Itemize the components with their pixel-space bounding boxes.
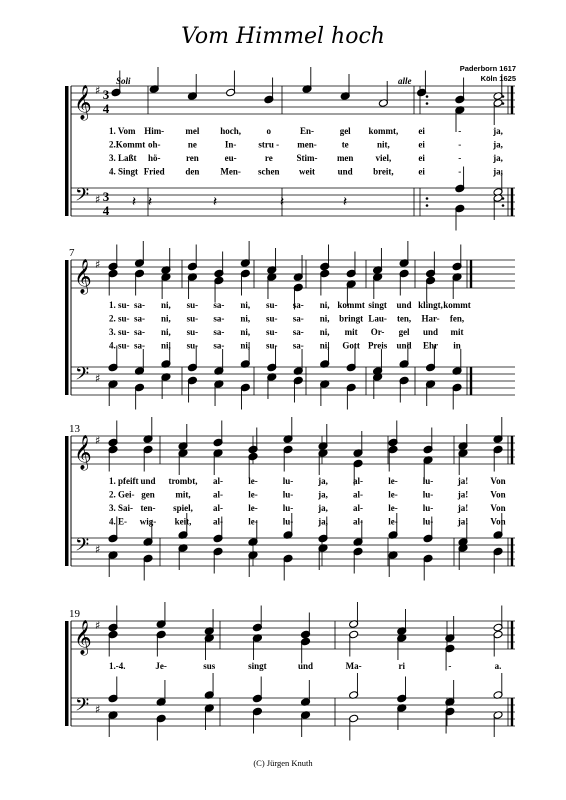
lyric-syllable: 4. Singt bbox=[109, 166, 139, 177]
lyric-syllable: stru - bbox=[258, 139, 280, 150]
treble-clef: 𝄞 bbox=[74, 620, 92, 655]
lyric-syllable: ni, bbox=[161, 313, 171, 324]
key-sharp: ♯ bbox=[95, 372, 101, 385]
key-sharp: ♯ bbox=[95, 703, 101, 716]
lyric-syllable: 1. Vom bbox=[109, 126, 136, 136]
lyric-syllable: kommt bbox=[337, 300, 365, 310]
lyric-syllable: a. bbox=[494, 661, 502, 671]
lyric-syllable: sus bbox=[203, 661, 216, 671]
lyric-syllable: su- bbox=[186, 313, 199, 324]
lyric-syllable: lu- bbox=[282, 476, 294, 486]
treble-clef: 𝄞 bbox=[74, 435, 92, 470]
lyric-syllable: 3. su- bbox=[109, 327, 130, 337]
lyric-syllable: te bbox=[341, 139, 349, 150]
bass-clef: 𝄢 bbox=[75, 364, 90, 389]
lyric-syllable: ei bbox=[418, 139, 425, 150]
dynamic-marking-soli: Soli bbox=[116, 76, 131, 86]
lyric-syllable: sa- bbox=[213, 340, 225, 351]
lyric-syllable: re bbox=[264, 153, 273, 163]
time-signature-bottom: 4 bbox=[102, 101, 110, 116]
lyric-syllable: 2. Gei- bbox=[109, 489, 135, 500]
lyric-syllable: Von bbox=[490, 516, 506, 527]
lyric-syllable: al- bbox=[213, 489, 223, 500]
lyric-syllable: ja, bbox=[318, 516, 328, 527]
system-bracket bbox=[65, 86, 69, 216]
copyright-footer: (C) Jürgen Knuth bbox=[253, 758, 313, 768]
lyric-syllable: bringt bbox=[339, 313, 364, 324]
lyric-syllable: spiel, bbox=[173, 503, 193, 513]
lyric-syllable: 2. su- bbox=[109, 313, 130, 324]
lyric-syllable: ja! bbox=[457, 476, 469, 486]
lyric-syllable: lu- bbox=[282, 489, 294, 500]
quarter-rest: 𝄽 bbox=[131, 194, 137, 210]
lyric-syllable: lu- bbox=[422, 489, 434, 500]
lyric-syllable: Ehr bbox=[423, 340, 439, 351]
lyric-syllable: su- bbox=[266, 340, 278, 351]
lyric-syllable: sa- bbox=[292, 327, 304, 337]
lyric-syllable: Men- bbox=[220, 166, 241, 177]
lyric-syllable: ni, bbox=[161, 340, 171, 351]
lyric-syllable: su- bbox=[266, 327, 278, 337]
lyric-syllable: ni, bbox=[161, 327, 171, 337]
lyric-syllable: wig- bbox=[139, 516, 157, 527]
bass-clef: 𝄢 bbox=[75, 185, 90, 210]
key-sharp: ♯ bbox=[95, 258, 101, 271]
lyric-syllable: lu- bbox=[422, 516, 434, 527]
quarter-rest: 𝄽 bbox=[147, 194, 153, 210]
lyric-syllable: nit, bbox=[377, 139, 390, 150]
lyric-syllable: ja, bbox=[318, 489, 328, 500]
key-sharp: ♯ bbox=[95, 543, 101, 556]
lyric-syllable: lu- bbox=[282, 516, 294, 527]
lyric-syllable: ja! bbox=[457, 489, 469, 500]
key-sharp: ♯ bbox=[95, 434, 101, 447]
lyric-syllable: singt bbox=[248, 661, 267, 671]
repeat-dot bbox=[426, 197, 429, 200]
lyric-syllable: ren bbox=[185, 153, 199, 163]
lyric-syllable: schen bbox=[258, 166, 280, 177]
lyric-syllable: al- bbox=[353, 503, 363, 513]
lyric-syllable: su- bbox=[266, 300, 278, 310]
lyric-syllable: ten, bbox=[396, 313, 412, 324]
lyric-syllable: ni, bbox=[319, 340, 330, 351]
lyric-syllable: men- bbox=[297, 139, 317, 150]
lyric-syllable: al- bbox=[353, 476, 363, 486]
treble-clef: 𝄞 bbox=[74, 85, 92, 120]
lyric-syllable: mel bbox=[185, 126, 200, 136]
lyric-syllable: su- bbox=[186, 327, 199, 337]
lyric-syllable: Him- bbox=[144, 126, 165, 136]
lyric-syllable: Je- bbox=[155, 661, 167, 671]
lyric-syllable: gen bbox=[141, 489, 155, 500]
lyric-syllable: 2.Kommt bbox=[109, 139, 146, 150]
lyric-syllable: al- bbox=[213, 476, 223, 486]
dynamic-marking-alle: alle bbox=[398, 76, 412, 86]
lyric-syllable: Fried bbox=[143, 166, 165, 177]
lyric-syllable: sa- bbox=[213, 327, 225, 337]
lyric-syllable: Von bbox=[490, 489, 506, 500]
lyric-syllable: - bbox=[458, 153, 462, 163]
repeat-dot bbox=[502, 204, 505, 207]
lyric-syllable: Lau- bbox=[368, 313, 387, 324]
lyric-syllable: und bbox=[423, 327, 439, 337]
time-signature-top: 3 bbox=[102, 189, 110, 204]
lyric-syllable: le- bbox=[388, 503, 398, 513]
lyric-syllable: le- bbox=[388, 476, 398, 486]
lyric-syllable: le- bbox=[248, 489, 258, 500]
lyric-syllable: le- bbox=[388, 489, 398, 500]
lyric-syllable: sa- bbox=[292, 300, 304, 310]
lyric-syllable: fen, bbox=[449, 313, 465, 324]
lyric-syllable: al- bbox=[353, 489, 363, 500]
lyric-syllable: lu- bbox=[422, 476, 434, 486]
lyric-syllable: Or- bbox=[370, 327, 385, 337]
lyric-syllable: sa- bbox=[133, 327, 145, 337]
lyric-syllable: 1. pfeift bbox=[109, 476, 139, 486]
lyric-syllable: ten- bbox=[140, 503, 156, 513]
system-bracket bbox=[65, 621, 69, 726]
lyric-syllable: su- bbox=[186, 300, 199, 310]
time-signature-top: 3 bbox=[102, 87, 110, 102]
lyric-syllable: und bbox=[297, 661, 314, 671]
lyric-syllable: le- bbox=[248, 503, 258, 513]
lyric-syllable: le- bbox=[248, 476, 258, 486]
lyric-syllable: sa- bbox=[292, 340, 304, 351]
lyric-syllable: Gott bbox=[342, 340, 360, 351]
lyric-syllable: den bbox=[185, 166, 200, 177]
composer-credit-1: Paderborn 1617 bbox=[459, 64, 516, 73]
lyric-syllable: Stim- bbox=[296, 153, 318, 163]
lyric-syllable: sa- bbox=[133, 340, 145, 351]
lyric-syllable: ni, bbox=[319, 300, 330, 310]
system-bracket bbox=[65, 260, 69, 395]
lyric-syllable: - bbox=[448, 661, 452, 671]
lyric-syllable: ei bbox=[418, 153, 425, 163]
lyric-syllable: al- bbox=[353, 516, 363, 527]
lyric-syllable: le- bbox=[388, 516, 398, 527]
lyric-syllable: ni, bbox=[319, 313, 330, 324]
lyric-syllable: o bbox=[266, 126, 272, 136]
lyric-syllable: oh- bbox=[147, 139, 161, 150]
lyric-syllable: ni, bbox=[240, 340, 251, 351]
lyric-syllable: ja! bbox=[457, 503, 469, 513]
lyric-syllable: breit, bbox=[373, 166, 394, 177]
lyric-syllable: gel bbox=[398, 327, 410, 337]
lyric-syllable: lu- bbox=[282, 503, 294, 513]
lyric-syllable: - bbox=[458, 139, 462, 150]
system-bracket bbox=[65, 436, 69, 566]
lyric-syllable: 4. su- bbox=[109, 340, 130, 351]
treble-clef: 𝄞 bbox=[74, 259, 92, 294]
lyric-syllable: trombt, bbox=[168, 476, 198, 486]
key-sharp: ♯ bbox=[95, 619, 101, 632]
lyric-syllable: su- bbox=[266, 313, 278, 324]
measure-number: 13 bbox=[69, 423, 80, 435]
lyric-syllable: sa- bbox=[292, 313, 304, 324]
lyric-syllable: sa- bbox=[213, 300, 225, 310]
lyric-syllable: ni, bbox=[161, 300, 171, 310]
lyric-syllable: lu- bbox=[422, 503, 434, 513]
lyric-syllable: ja, bbox=[318, 503, 328, 513]
lyric-syllable: sa- bbox=[133, 313, 145, 324]
lyric-syllable: le- bbox=[248, 516, 258, 527]
lyric-syllable: Har- bbox=[421, 313, 440, 324]
lyric-syllable: und bbox=[140, 476, 156, 486]
repeat-dot bbox=[426, 95, 429, 98]
lyric-syllable: 4. E- bbox=[109, 516, 127, 527]
lyric-syllable: hoch, bbox=[220, 126, 241, 136]
lyric-syllable: weit bbox=[299, 166, 315, 177]
lyric-syllable: al- bbox=[213, 503, 223, 513]
lyric-syllable: in bbox=[453, 340, 461, 351]
lyric-syllable: - bbox=[458, 166, 462, 177]
lyric-syllable: En- bbox=[299, 126, 315, 136]
lyric-syllable: und bbox=[396, 340, 412, 351]
lyric-syllable: ei bbox=[418, 126, 425, 136]
lyric-syllable: Von bbox=[490, 476, 506, 486]
lyric-syllable: Preis bbox=[367, 340, 388, 351]
lyric-syllable: sa- bbox=[213, 313, 225, 324]
lyric-syllable: men bbox=[336, 153, 354, 163]
lyric-syllable: singt bbox=[368, 300, 387, 310]
lyric-syllable: 3. Laßt bbox=[109, 153, 137, 163]
lyric-syllable: ri bbox=[398, 661, 405, 671]
lyric-syllable: mit bbox=[344, 327, 358, 337]
measure-number: 7 bbox=[69, 247, 75, 259]
quarter-rest: 𝄽 bbox=[279, 194, 285, 210]
lyric-syllable: 1.-4. bbox=[109, 661, 126, 671]
lyric-syllable: ja! bbox=[457, 516, 469, 527]
lyric-syllable: mit bbox=[450, 327, 464, 337]
bass-clef: 𝄢 bbox=[75, 535, 90, 560]
lyric-syllable: ja, bbox=[493, 126, 503, 136]
lyric-syllable: ja, bbox=[493, 153, 503, 163]
quarter-rest: 𝄽 bbox=[212, 194, 218, 210]
lyric-syllable: su- bbox=[186, 340, 199, 351]
lyric-syllable: ja, bbox=[493, 139, 503, 150]
bass-clef: 𝄢 bbox=[75, 695, 90, 720]
lyric-syllable: ni, bbox=[240, 327, 251, 337]
lyric-syllable: ja, bbox=[493, 166, 503, 177]
lyric-syllable: viel, bbox=[375, 153, 392, 163]
page-title: Vom Himmel hoch bbox=[181, 24, 385, 49]
lyric-syllable: kommt bbox=[443, 300, 471, 310]
key-sharp: ♯ bbox=[95, 193, 101, 206]
lyric-syllable: Ma- bbox=[345, 661, 362, 671]
lyric-syllable: ei bbox=[418, 166, 425, 177]
lyric-syllable: eu- bbox=[224, 153, 237, 163]
lyric-syllable: kommt, bbox=[368, 126, 399, 136]
time-signature-bottom: 4 bbox=[102, 203, 110, 218]
lyric-syllable: 3. Sai- bbox=[109, 503, 134, 513]
lyric-syllable: und bbox=[396, 300, 412, 310]
lyric-syllable: ni, bbox=[240, 313, 251, 324]
lyric-syllable: - bbox=[458, 126, 462, 136]
lyric-syllable: ne bbox=[187, 139, 197, 150]
lyric-syllable: ni, bbox=[240, 300, 251, 310]
repeat-dot bbox=[426, 102, 429, 105]
lyric-syllable: In- bbox=[224, 139, 237, 150]
lyric-syllable: al- bbox=[213, 516, 223, 527]
lyric-syllable: klingt, bbox=[418, 300, 443, 310]
measure-number: 19 bbox=[69, 608, 80, 620]
lyric-syllable: ja, bbox=[318, 476, 328, 486]
lyric-syllable: und bbox=[337, 166, 353, 177]
lyric-syllable: mit, bbox=[175, 489, 191, 500]
quarter-rest: 𝄽 bbox=[342, 194, 348, 210]
lyric-syllable: ni, bbox=[319, 327, 330, 337]
repeat-dot bbox=[426, 204, 429, 207]
composer-credit-2: Köln 1625 bbox=[480, 74, 516, 83]
lyric-syllable: keit, bbox=[174, 516, 192, 527]
lyric-syllable: sa- bbox=[133, 300, 145, 310]
lyric-syllable: gel bbox=[339, 126, 351, 136]
lyric-syllable: 1. su- bbox=[109, 300, 130, 310]
lyric-syllable: hö- bbox=[147, 153, 161, 163]
key-sharp: ♯ bbox=[95, 84, 101, 97]
lyric-syllable: Von bbox=[490, 503, 506, 513]
